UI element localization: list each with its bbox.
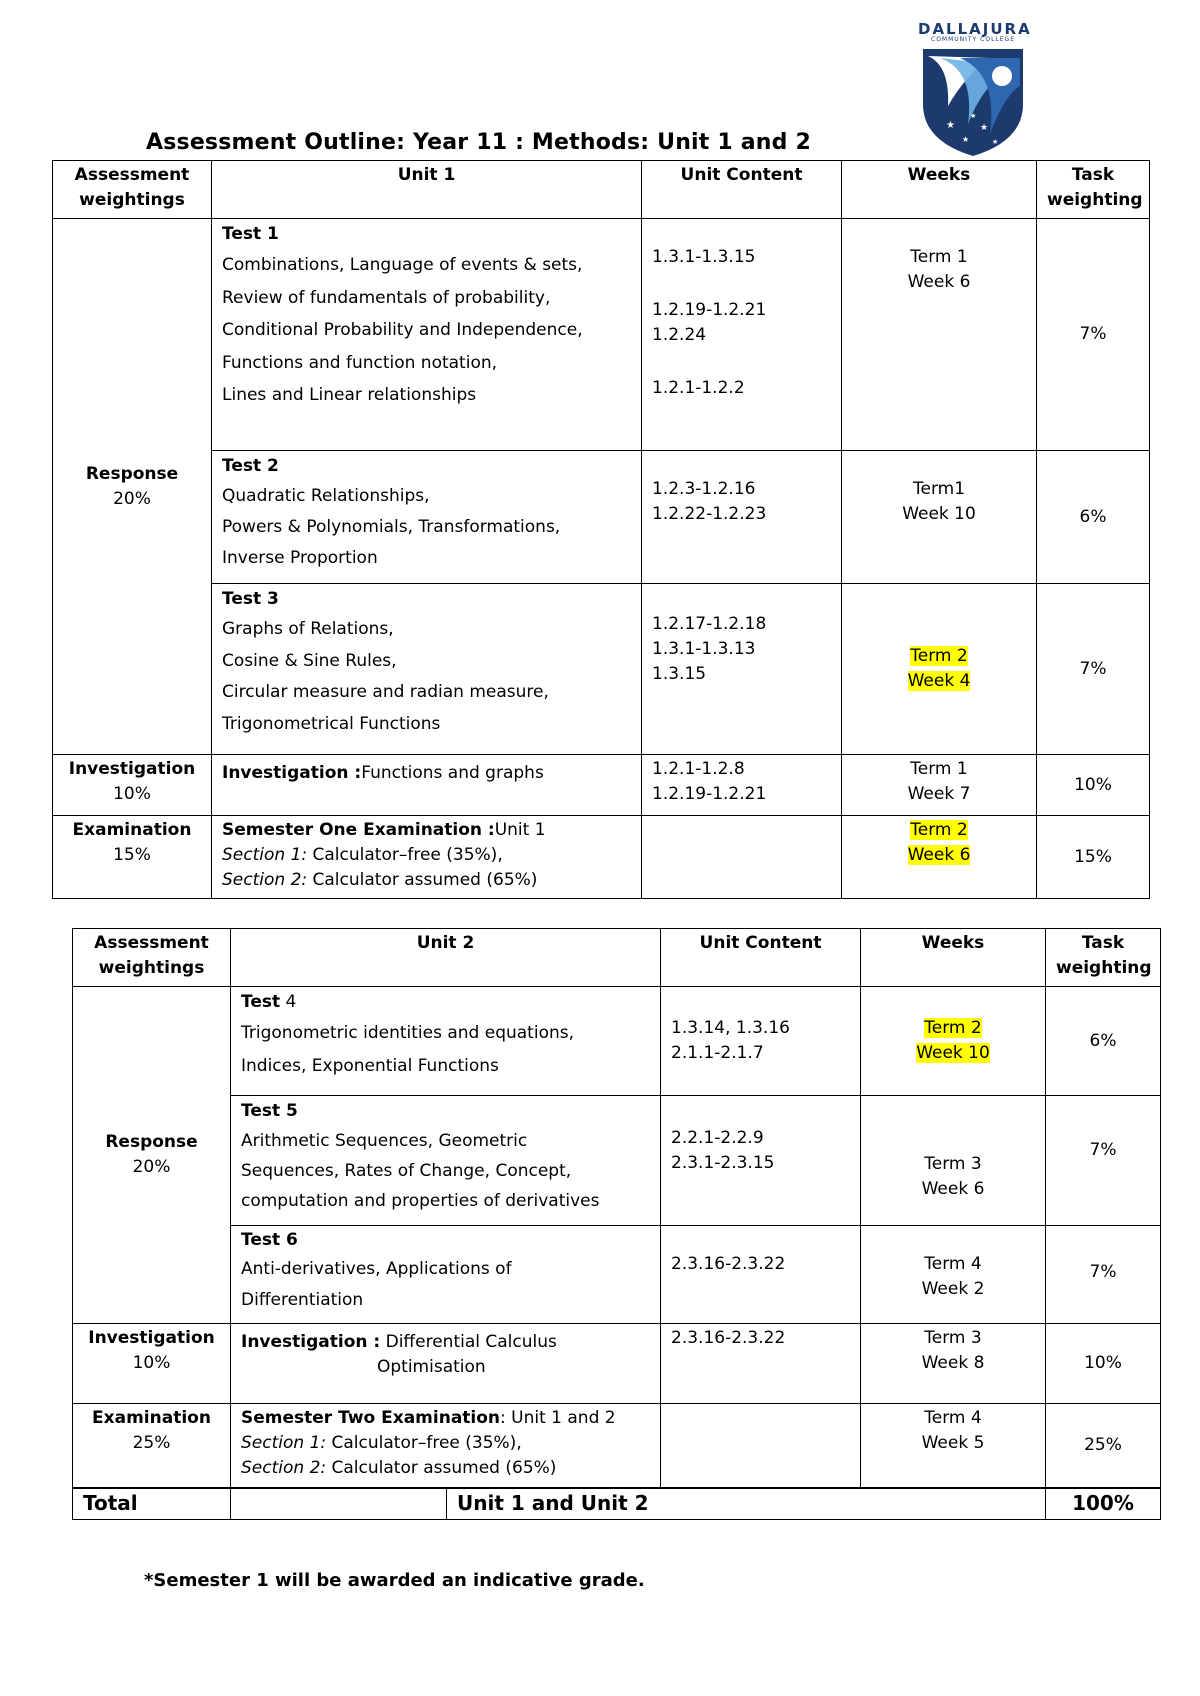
examination-weighting: 15% [1037,816,1150,899]
content-code: 2.3.16-2.3.22 [671,1328,786,1348]
test-1-line: Lines and Linear relationships [222,385,477,405]
test-6-weeks [861,1226,1046,1324]
weeks-term: Term 3 [924,1328,982,1348]
test-3-content [642,584,842,755]
test-4-line: Indices, Exponential Functions [241,1056,499,1076]
weeks-week-highlighted: Week 4 [907,671,971,691]
section-1-label: Section 1: [222,845,308,865]
response-pct: 20% [132,1157,171,1177]
header-weeks: Weeks [842,161,1037,219]
footnote: *Semester 1 will be awarded an indicative grade. [144,1570,645,1591]
content-code: 1.2.17-1.2.18 [652,614,767,634]
svg-text:★: ★ [980,123,989,133]
header-task-weighting: Task weighting [1046,929,1161,987]
svg-text:★: ★ [962,135,970,144]
section-2-label: Section 2: [241,1458,327,1478]
weeks-term: Term 4 [924,1254,982,1274]
test-1-weighting: 7% [1037,219,1150,451]
content-code: 1.3.1-1.3.15 [652,247,756,267]
test-6-line: Anti-derivatives, Applications of [241,1259,512,1279]
weeks-week: Week 2 [921,1279,985,1299]
content-code: 1.2.24 [652,325,707,345]
section-1-label: Section 1: [241,1433,327,1453]
weeks-term: Term 1 [910,247,968,267]
logo-name: DALLAJURA [918,20,1032,38]
test-1-line: Combinations, Language of events & sets, [222,255,583,275]
table-row [53,219,1150,451]
table-row [73,1226,1161,1324]
section-2-text: Calculator assumed (65%) [326,1458,557,1478]
investigation-content [661,1324,861,1404]
content-code: 1.2.3-1.2.16 [652,479,756,499]
examination-weighting: 25% [1046,1404,1161,1488]
table-row [73,1096,1161,1226]
weeks-term: Term 4 [924,1408,982,1428]
weeks-week-highlighted: Week 10 [916,1043,990,1063]
response-cell [53,219,212,755]
test-5-content [661,1096,861,1226]
svg-text:★: ★ [970,112,977,120]
investigation-description [212,755,642,816]
test-5-weeks [861,1096,1046,1226]
test-4-name: Test [241,992,281,1012]
test-3-description [212,584,642,755]
weeks-week-highlighted: Week 6 [907,845,971,865]
examination-content [642,816,842,899]
svg-text:★: ★ [946,120,955,131]
total-row [73,1489,1161,1520]
investigation-label: Investigation [88,1328,215,1348]
test-2-weighting: 6% [1037,451,1150,584]
test-5-line: Sequences, Rates of Change, Concept, [241,1161,572,1181]
header-assessment-weightings: Assessment weightings [53,161,212,219]
response-cell [73,987,231,1324]
header-unit-content: Unit Content [642,161,842,219]
examination-weeks [861,1404,1046,1488]
weeks-term-highlighted: Term 2 [924,1018,982,1038]
examination-title: Semester Two Examination [241,1408,501,1428]
test-5-line: Arithmetic Sequences, Geometric [241,1131,528,1151]
svg-text:★: ★ [992,138,999,146]
test-3-line: Circular measure and radian measure, [222,682,549,702]
investigation-cell [73,1324,231,1404]
investigation-weeks [861,1324,1046,1404]
test-4-weeks [861,987,1046,1096]
weeks-week: Week 7 [907,784,971,804]
table-row [53,816,1150,899]
content-code: 1.3.15 [652,664,707,684]
test-2-weeks [842,451,1037,584]
test-1-name: Test 1 [222,224,279,244]
header-task-weighting: Task weighting [1037,161,1150,219]
investigation-weighting: 10% [1037,755,1150,816]
investigation-desc-2: Optimisation [377,1357,486,1377]
total-pct: 100% [1046,1489,1161,1520]
content-code: 1.3.14, 1.3.16 [671,1018,790,1038]
test-6-weighting: 7% [1046,1226,1161,1324]
examination-label: Examination [72,820,192,840]
test-3-weighting: 7% [1037,584,1150,755]
examination-title: Semester One Examination : [222,820,495,840]
test-4-description [231,987,661,1096]
test-6-name: Test 6 [241,1230,298,1250]
weeks-term-highlighted: Term 2 [910,820,968,840]
test-1-content [642,219,842,451]
test-2-content [642,451,842,584]
content-code: 1.2.22-1.2.23 [652,504,767,524]
test-4-weighting: 6% [1046,987,1161,1096]
weeks-term-highlighted: Term 2 [910,646,968,666]
weeks-term: Term1 [912,479,966,499]
shield-icon [920,46,1026,158]
examination-pct: 15% [113,845,151,865]
test-1-description [212,219,642,451]
investigation-desc: Differential Calculus [380,1332,557,1352]
examination-weeks [842,816,1037,899]
weeks-term: Term 3 [924,1154,982,1174]
total-label: Total [73,1489,231,1520]
test-6-line: Differentiation [241,1290,364,1310]
section-1-text: Calculator–free (35%), [326,1433,522,1453]
table-row [73,1324,1161,1404]
weeks-term: Term 1 [910,759,968,779]
content-code: 2.2.1-2.2.9 [671,1128,764,1148]
total-table [72,1488,1161,1520]
investigation-weeks [842,755,1037,816]
test-5-description [231,1096,661,1226]
examination-desc: : Unit 1 and 2 [500,1408,616,1428]
content-code: 1.3.1-1.3.13 [652,639,756,659]
investigation-title: Investigation : [222,763,362,783]
table-header-row [73,929,1161,987]
test-6-description [231,1226,661,1324]
test-4-content [661,987,861,1096]
investigation-weighting: 10% [1046,1324,1161,1404]
logo-subtitle: COMMUNITY COLLEGE [931,36,1015,43]
section-1-text: Calculator–free (35%), [307,845,503,865]
examination-content [661,1404,861,1488]
test-5-line: computation and properties of derivatives [241,1191,600,1211]
total-empty-cell [231,1489,447,1520]
examination-cell [53,816,212,899]
header-assessment-weightings: Assessment weightings [73,929,231,987]
weeks-week: Week 5 [921,1433,985,1453]
test-3-line: Graphs of Relations, [222,619,394,639]
header-unit: Unit 1 [212,161,642,219]
weeks-week: Week 8 [921,1353,985,1373]
test-5-name: Test 5 [241,1101,298,1121]
section-2-text: Calculator assumed (65%) [307,870,538,890]
investigation-pct: 10% [132,1353,171,1373]
response-label: Response [105,1132,198,1152]
investigation-content [642,755,842,816]
table-row [53,755,1150,816]
content-code: 1.2.1-1.2.2 [652,378,745,398]
table-row [53,584,1150,755]
header-unit: Unit 2 [231,929,661,987]
test-3-name: Test 3 [222,589,279,609]
investigation-pct: 10% [113,784,151,804]
weeks-week: Week 10 [902,504,976,524]
test-1-line: Conditional Probability and Independence, [222,320,583,340]
section-2-label: Section 2: [222,870,308,890]
weeks-week: Week 6 [907,272,971,292]
examination-cell [73,1404,231,1488]
weeks-week: Week 6 [921,1179,985,1199]
investigation-title: Investigation : [241,1332,381,1352]
test-4-number: 4 [280,992,297,1012]
table-header-row [53,161,1150,219]
test-3-line: Cosine & Sine Rules, [222,650,397,671]
test-1-line: Review of fundamentals of probability, [222,287,551,308]
header-unit-content: Unit Content [661,929,861,987]
total-units: Unit 1 and Unit 2 [447,1489,1046,1520]
unit1-assessment-table [52,160,1150,899]
content-code: 2.1.1-2.1.7 [671,1043,764,1063]
test-1-weeks [842,219,1037,451]
test-2-line: Powers & Polynomials, Transformations, [222,517,561,537]
response-label: Response [85,463,179,484]
content-code: 1.2.19-1.2.21 [652,300,767,320]
college-logo [918,20,1032,160]
header-weeks: Weeks [861,929,1046,987]
content-code: 1.2.1-1.2.8 [652,759,745,779]
examination-desc: Unit 1 [494,820,546,840]
test-3-weeks [842,584,1037,755]
table-row [53,451,1150,584]
test-4-line: Trigonometric identities and equations, [241,1023,575,1043]
test-6-content [661,1226,861,1324]
investigation-desc: Functions and graphs [361,763,544,783]
investigation-label: Investigation [68,759,196,779]
test-2-name: Test 2 [222,456,279,476]
investigation-cell [53,755,212,816]
test-3-line: Trigonometrical Functions [222,713,441,734]
test-1-line: Functions and function notation, [222,352,498,373]
response-pct: 20% [113,488,151,509]
table-row [73,987,1161,1096]
test-2-description [212,451,642,584]
test-2-line: Inverse Proportion [222,548,378,568]
examination-pct: 25% [132,1433,171,1453]
content-code: 2.3.1-2.3.15 [671,1153,775,1173]
unit2-assessment-table [72,928,1161,1488]
table-row [73,1404,1161,1488]
test-5-weighting: 7% [1046,1096,1161,1226]
examination-description [212,816,642,899]
investigation-description [231,1324,661,1404]
content-code: 1.2.19-1.2.21 [652,784,767,804]
content-code: 2.3.16-2.3.22 [671,1254,786,1274]
page-title: Assessment Outline: Year 11 : Methods: Unit 1 and 2 [146,130,811,155]
test-2-line: Quadratic Relationships, [222,486,430,506]
examination-description [231,1404,661,1488]
examination-label: Examination [92,1408,211,1428]
